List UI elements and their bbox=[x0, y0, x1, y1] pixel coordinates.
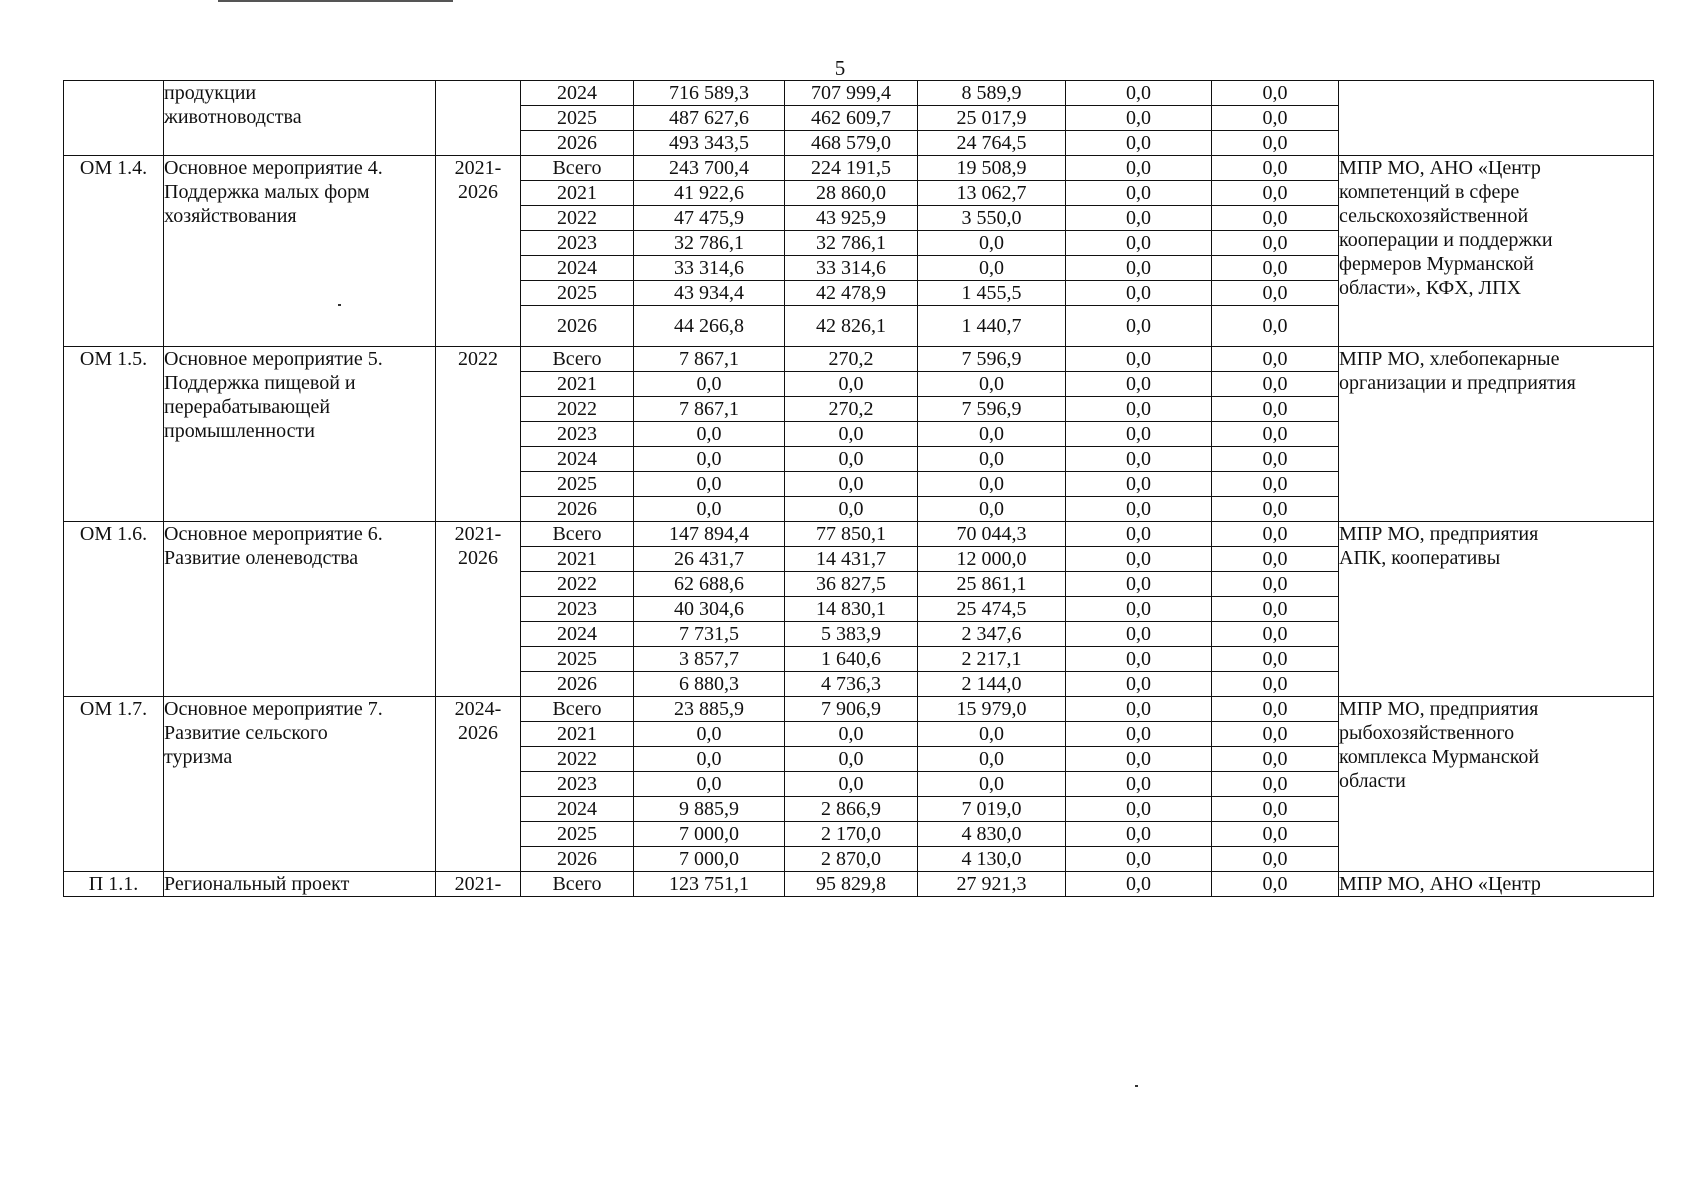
amount-cell: 25 861,1 bbox=[918, 572, 1066, 597]
amount-cell: 8 589,9 bbox=[918, 81, 1066, 106]
amount-cell: 0,0 bbox=[1066, 797, 1212, 822]
amount-cell: 1 455,5 bbox=[918, 281, 1066, 306]
activity-name-cell bbox=[164, 156, 436, 347]
amount-cell: 0,0 bbox=[1066, 622, 1212, 647]
amount-cell: 0,0 bbox=[785, 472, 918, 497]
year-cell: 2021 bbox=[521, 181, 634, 206]
activity-name-cell bbox=[164, 81, 436, 156]
amount-cell: 224 191,5 bbox=[785, 156, 918, 181]
amount-cell: 0,0 bbox=[1066, 372, 1212, 397]
amount-cell: 0,0 bbox=[918, 772, 1066, 797]
executor-cell bbox=[1339, 347, 1654, 522]
amount-cell: 0,0 bbox=[1066, 822, 1212, 847]
period-cell-text: 2024- 2026 bbox=[454, 698, 502, 744]
activity-code-cell bbox=[64, 697, 164, 872]
amount-cell: 0,0 bbox=[1066, 547, 1212, 572]
amount-cell: 0,0 bbox=[1066, 422, 1212, 447]
amount-cell: 0,0 bbox=[1066, 181, 1212, 206]
amount-cell: 26 431,7 bbox=[634, 547, 785, 572]
amount-cell: 0,0 bbox=[1212, 647, 1339, 672]
amount-cell: 0,0 bbox=[634, 747, 785, 772]
year-cell: 2024 bbox=[521, 797, 634, 822]
amount-cell: 0,0 bbox=[1066, 347, 1212, 372]
amount-cell: 62 688,6 bbox=[634, 572, 785, 597]
amount-cell: 707 999,4 bbox=[785, 81, 918, 106]
amount-cell: 0,0 bbox=[1212, 181, 1339, 206]
activity-code-cell bbox=[64, 81, 164, 156]
amount-cell: 123 751,1 bbox=[634, 872, 785, 897]
amount-cell: 3 857,7 bbox=[634, 647, 785, 672]
amount-cell: 0,0 bbox=[1066, 722, 1212, 747]
year-cell: 2021 bbox=[521, 722, 634, 747]
amount-cell: 7 000,0 bbox=[634, 847, 785, 872]
amount-cell: 0,0 bbox=[785, 772, 918, 797]
amount-cell: 0,0 bbox=[918, 231, 1066, 256]
table-row bbox=[64, 347, 1654, 372]
amount-cell: 0,0 bbox=[1066, 81, 1212, 106]
amount-cell: 77 850,1 bbox=[785, 522, 918, 547]
period-cell bbox=[436, 872, 521, 897]
amount-cell: 0,0 bbox=[785, 747, 918, 772]
amount-cell: 243 700,4 bbox=[634, 156, 785, 181]
year-cell: Всего bbox=[521, 872, 634, 897]
table-row bbox=[64, 697, 1654, 722]
activity-name-cell-text: Основное мероприятие 4. Поддержка малых форм хозяйствования bbox=[164, 157, 383, 227]
amount-cell: 0,0 bbox=[1212, 256, 1339, 281]
amount-cell: 42 826,1 bbox=[785, 306, 918, 347]
period-cell bbox=[436, 697, 521, 872]
amount-cell: 1 640,6 bbox=[785, 647, 918, 672]
amount-cell: 95 829,8 bbox=[785, 872, 918, 897]
table-row bbox=[64, 81, 1654, 106]
activity-name-cell-text: Основное мероприятие 6. Развитие оленеводства bbox=[164, 523, 383, 569]
amount-cell: 0,0 bbox=[1212, 131, 1339, 156]
activity-name-cell bbox=[164, 522, 436, 697]
amount-cell: 0,0 bbox=[1066, 397, 1212, 422]
year-cell: 2024 bbox=[521, 447, 634, 472]
year-cell: 2022 bbox=[521, 397, 634, 422]
amount-cell: 0,0 bbox=[1066, 747, 1212, 772]
amount-cell: 0,0 bbox=[1212, 847, 1339, 872]
amount-cell: 19 508,9 bbox=[918, 156, 1066, 181]
period-cell-text: 2022 bbox=[458, 348, 498, 370]
year-cell: 2025 bbox=[521, 647, 634, 672]
amount-cell: 6 880,3 bbox=[634, 672, 785, 697]
amount-cell: 468 579,0 bbox=[785, 131, 918, 156]
activity-name-cell-text: продукции животноводства bbox=[164, 82, 302, 128]
amount-cell: 2 170,0 bbox=[785, 822, 918, 847]
amount-cell: 1 440,7 bbox=[918, 306, 1066, 347]
year-cell: 2026 bbox=[521, 672, 634, 697]
amount-cell: 270,2 bbox=[785, 347, 918, 372]
year-cell: 2025 bbox=[521, 281, 634, 306]
top-rule bbox=[218, 0, 453, 2]
amount-cell: 0,0 bbox=[785, 447, 918, 472]
speck-mark bbox=[338, 304, 341, 306]
amount-cell: 7 596,9 bbox=[918, 397, 1066, 422]
period-cell bbox=[436, 522, 521, 697]
amount-cell: 147 894,4 bbox=[634, 522, 785, 547]
amount-cell: 0,0 bbox=[1212, 547, 1339, 572]
amount-cell: 0,0 bbox=[1066, 131, 1212, 156]
amount-cell: 33 314,6 bbox=[634, 256, 785, 281]
amount-cell: 0,0 bbox=[785, 422, 918, 447]
activity-code-cell bbox=[64, 347, 164, 522]
amount-cell: 0,0 bbox=[1212, 156, 1339, 181]
amount-cell: 0,0 bbox=[1212, 622, 1339, 647]
amount-cell: 4 830,0 bbox=[918, 822, 1066, 847]
activity-name-cell-text: Основное мероприятие 7. Развитие сельского туризма bbox=[164, 698, 383, 768]
amount-cell: 0,0 bbox=[634, 372, 785, 397]
amount-cell: 43 934,4 bbox=[634, 281, 785, 306]
amount-cell: 0,0 bbox=[1212, 522, 1339, 547]
amount-cell: 0,0 bbox=[785, 372, 918, 397]
amount-cell: 0,0 bbox=[1212, 872, 1339, 897]
year-cell: 2026 bbox=[521, 306, 634, 347]
period-cell bbox=[436, 156, 521, 347]
year-cell: 2024 bbox=[521, 622, 634, 647]
amount-cell: 0,0 bbox=[1212, 81, 1339, 106]
amount-cell: 4 736,3 bbox=[785, 672, 918, 697]
table-body bbox=[64, 81, 1654, 897]
year-cell: 2021 bbox=[521, 372, 634, 397]
amount-cell: 2 347,6 bbox=[918, 622, 1066, 647]
amount-cell: 0,0 bbox=[1212, 397, 1339, 422]
amount-cell: 7 867,1 bbox=[634, 397, 785, 422]
amount-cell: 0,0 bbox=[634, 497, 785, 522]
amount-cell: 0,0 bbox=[918, 422, 1066, 447]
amount-cell: 7 019,0 bbox=[918, 797, 1066, 822]
year-cell: 2026 bbox=[521, 131, 634, 156]
year-cell: Всего bbox=[521, 697, 634, 722]
amount-cell: 0,0 bbox=[634, 447, 785, 472]
amount-cell: 0,0 bbox=[785, 497, 918, 522]
amount-cell: 3 550,0 bbox=[918, 206, 1066, 231]
activity-code-cell bbox=[64, 522, 164, 697]
table-row bbox=[64, 872, 1654, 897]
amount-cell: 0,0 bbox=[1066, 522, 1212, 547]
period-cell bbox=[436, 347, 521, 522]
year-cell: 2022 bbox=[521, 206, 634, 231]
amount-cell: 2 144,0 bbox=[918, 672, 1066, 697]
amount-cell: 0,0 bbox=[634, 422, 785, 447]
amount-cell: 487 627,6 bbox=[634, 106, 785, 131]
amount-cell: 7 731,5 bbox=[634, 622, 785, 647]
amount-cell: 0,0 bbox=[1066, 672, 1212, 697]
table-row bbox=[64, 156, 1654, 181]
year-cell: 2024 bbox=[521, 81, 634, 106]
amount-cell: 0,0 bbox=[1212, 447, 1339, 472]
activity-name-cell bbox=[164, 697, 436, 872]
amount-cell: 0,0 bbox=[1212, 772, 1339, 797]
amount-cell: 0,0 bbox=[1066, 206, 1212, 231]
amount-cell: 47 475,9 bbox=[634, 206, 785, 231]
activity-name-cell-text: Основное мероприятие 5. Поддержка пищевой и перерабатывающей промышленности bbox=[164, 348, 383, 442]
amount-cell: 0,0 bbox=[1212, 722, 1339, 747]
amount-cell: 7 906,9 bbox=[785, 697, 918, 722]
amount-cell: 4 130,0 bbox=[918, 847, 1066, 872]
period-cell-text: 2021- 2026 bbox=[454, 523, 502, 569]
amount-cell: 42 478,9 bbox=[785, 281, 918, 306]
year-cell: 2023 bbox=[521, 422, 634, 447]
amount-cell: 0,0 bbox=[1212, 572, 1339, 597]
executor-text: МПР МО, предприятия рыбохозяйственного комплекса Мурманской области bbox=[1339, 698, 1540, 792]
activity-code-cell-text: ОМ 1.5. bbox=[79, 348, 148, 370]
amount-cell: 9 885,9 bbox=[634, 797, 785, 822]
year-cell: 2022 bbox=[521, 572, 634, 597]
amount-cell: 2 866,9 bbox=[785, 797, 918, 822]
activity-code-cell-text: ОМ 1.6. bbox=[79, 523, 148, 545]
amount-cell: 0,0 bbox=[918, 472, 1066, 497]
executor-cell bbox=[1339, 522, 1654, 697]
amount-cell: 0,0 bbox=[1212, 422, 1339, 447]
amount-cell: 0,0 bbox=[634, 772, 785, 797]
amount-cell: 0,0 bbox=[1212, 472, 1339, 497]
amount-cell: 0,0 bbox=[1212, 697, 1339, 722]
amount-cell: 0,0 bbox=[1212, 106, 1339, 131]
amount-cell: 44 266,8 bbox=[634, 306, 785, 347]
amount-cell: 493 343,5 bbox=[634, 131, 785, 156]
period-cell-text: 2021- 2026 bbox=[454, 157, 502, 203]
amount-cell: 270,2 bbox=[785, 397, 918, 422]
speck-mark bbox=[1135, 1085, 1138, 1087]
amount-cell: 12 000,0 bbox=[918, 547, 1066, 572]
period-cell-text: 2021- bbox=[454, 873, 502, 895]
amount-cell: 0,0 bbox=[1212, 797, 1339, 822]
amount-cell: 0,0 bbox=[634, 722, 785, 747]
amount-cell: 7 596,9 bbox=[918, 347, 1066, 372]
amount-cell: 0,0 bbox=[1212, 497, 1339, 522]
amount-cell: 0,0 bbox=[918, 447, 1066, 472]
activity-name-cell bbox=[164, 347, 436, 522]
activity-name-cell-text: Региональный проект bbox=[164, 873, 350, 895]
amount-cell: 14 830,1 bbox=[785, 597, 918, 622]
amount-cell: 462 609,7 bbox=[785, 106, 918, 131]
executor-cell bbox=[1339, 872, 1654, 897]
amount-cell: 23 885,9 bbox=[634, 697, 785, 722]
year-cell: 2026 bbox=[521, 847, 634, 872]
amount-cell: 0,0 bbox=[1212, 747, 1339, 772]
amount-cell: 0,0 bbox=[1212, 347, 1339, 372]
amount-cell: 0,0 bbox=[918, 256, 1066, 281]
year-cell: 2025 bbox=[521, 472, 634, 497]
amount-cell: 0,0 bbox=[1212, 231, 1339, 256]
amount-cell: 70 044,3 bbox=[918, 522, 1066, 547]
amount-cell: 0,0 bbox=[1066, 647, 1212, 672]
amount-cell: 2 217,1 bbox=[918, 647, 1066, 672]
amount-cell: 36 827,5 bbox=[785, 572, 918, 597]
amount-cell: 0,0 bbox=[918, 372, 1066, 397]
amount-cell: 0,0 bbox=[1212, 372, 1339, 397]
activity-code-cell-text: ОМ 1.7. bbox=[79, 698, 148, 720]
amount-cell: 0,0 bbox=[918, 747, 1066, 772]
year-cell: 2023 bbox=[521, 231, 634, 256]
executor-cell bbox=[1339, 156, 1654, 347]
year-cell: 2026 bbox=[521, 497, 634, 522]
amount-cell: 0,0 bbox=[1066, 572, 1212, 597]
activity-code-cell bbox=[64, 156, 164, 347]
amount-cell: 28 860,0 bbox=[785, 181, 918, 206]
amount-cell: 0,0 bbox=[1066, 306, 1212, 347]
amount-cell: 0,0 bbox=[634, 472, 785, 497]
year-cell: 2022 bbox=[521, 747, 634, 772]
executor-cell bbox=[1339, 81, 1654, 156]
executor-text: МПР МО, АНО «Центр bbox=[1339, 873, 1541, 895]
amount-cell: 0,0 bbox=[1066, 281, 1212, 306]
amount-cell: 0,0 bbox=[1066, 106, 1212, 131]
amount-cell: 13 062,7 bbox=[918, 181, 1066, 206]
amount-cell: 7 000,0 bbox=[634, 822, 785, 847]
amount-cell: 0,0 bbox=[1066, 847, 1212, 872]
amount-cell: 0,0 bbox=[1212, 672, 1339, 697]
amount-cell: 0,0 bbox=[918, 497, 1066, 522]
amount-cell: 0,0 bbox=[1212, 597, 1339, 622]
amount-cell: 40 304,6 bbox=[634, 597, 785, 622]
amount-cell: 24 764,5 bbox=[918, 131, 1066, 156]
amount-cell: 32 786,1 bbox=[634, 231, 785, 256]
amount-cell: 0,0 bbox=[1066, 772, 1212, 797]
table-row bbox=[64, 522, 1654, 547]
page-number: 5 bbox=[834, 56, 846, 80]
executor-cell bbox=[1339, 697, 1654, 872]
amount-cell: 716 589,3 bbox=[634, 81, 785, 106]
year-cell: 2024 bbox=[521, 256, 634, 281]
activity-name-cell bbox=[164, 872, 436, 897]
amount-cell: 0,0 bbox=[1066, 497, 1212, 522]
executor-text: МПР МО, предприятия АПК, кооперативы bbox=[1339, 523, 1539, 569]
budget-table bbox=[63, 80, 1654, 897]
amount-cell: 0,0 bbox=[918, 722, 1066, 747]
amount-cell: 0,0 bbox=[1066, 872, 1212, 897]
amount-cell: 0,0 bbox=[1212, 822, 1339, 847]
amount-cell: 43 925,9 bbox=[785, 206, 918, 231]
amount-cell: 0,0 bbox=[1212, 306, 1339, 347]
amount-cell: 25 017,9 bbox=[918, 106, 1066, 131]
activity-code-cell-text: П 1.1. bbox=[88, 873, 139, 895]
amount-cell: 0,0 bbox=[1066, 231, 1212, 256]
year-cell: Всего bbox=[521, 156, 634, 181]
year-cell: 2023 bbox=[521, 597, 634, 622]
amount-cell: 0,0 bbox=[1066, 447, 1212, 472]
year-cell: Всего bbox=[521, 347, 634, 372]
year-cell: 2025 bbox=[521, 822, 634, 847]
amount-cell: 0,0 bbox=[1066, 156, 1212, 181]
period-cell bbox=[436, 81, 521, 156]
year-cell: 2021 bbox=[521, 547, 634, 572]
amount-cell: 33 314,6 bbox=[785, 256, 918, 281]
amount-cell: 0,0 bbox=[1066, 597, 1212, 622]
amount-cell: 2 870,0 bbox=[785, 847, 918, 872]
amount-cell: 15 979,0 bbox=[918, 697, 1066, 722]
amount-cell: 0,0 bbox=[1066, 697, 1212, 722]
executor-text: МПР МО, хлебопекарные организации и предприятия bbox=[1339, 348, 1576, 394]
amount-cell: 7 867,1 bbox=[634, 347, 785, 372]
amount-cell: 0,0 bbox=[1066, 256, 1212, 281]
year-cell: 2025 bbox=[521, 106, 634, 131]
amount-cell: 5 383,9 bbox=[785, 622, 918, 647]
year-cell: 2023 bbox=[521, 772, 634, 797]
amount-cell: 0,0 bbox=[1212, 281, 1339, 306]
amount-cell: 0,0 bbox=[785, 722, 918, 747]
activity-code-cell bbox=[64, 872, 164, 897]
amount-cell: 0,0 bbox=[1212, 206, 1339, 231]
amount-cell: 25 474,5 bbox=[918, 597, 1066, 622]
amount-cell: 27 921,3 bbox=[918, 872, 1066, 897]
amount-cell: 14 431,7 bbox=[785, 547, 918, 572]
amount-cell: 41 922,6 bbox=[634, 181, 785, 206]
executor-text: МПР МО, АНО «Центр компетенций в сфере сельскохозяйственной кооперации и поддержки фермеров Мурманской области», КФХ, ЛПХ bbox=[1339, 157, 1553, 299]
amount-cell: 0,0 bbox=[1066, 472, 1212, 497]
activity-code-cell-text: ОМ 1.4. bbox=[79, 157, 148, 179]
year-cell: Всего bbox=[521, 522, 634, 547]
amount-cell: 32 786,1 bbox=[785, 231, 918, 256]
